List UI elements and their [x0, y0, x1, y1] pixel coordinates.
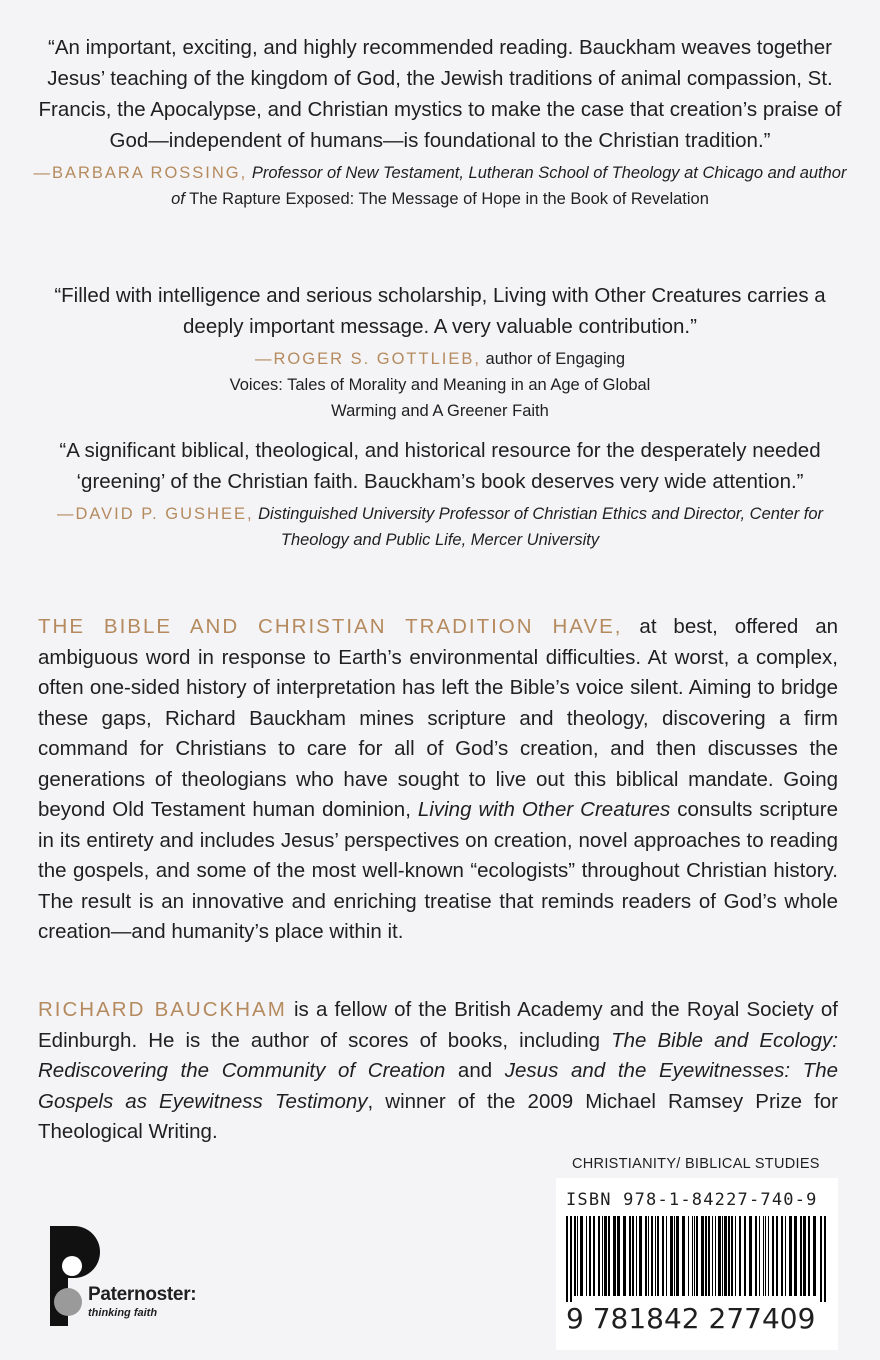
barcode-bar	[593, 1216, 595, 1296]
book-title: Living with Other Creatures	[417, 798, 671, 821]
barcode-bar	[632, 1216, 634, 1296]
barcode-bar	[744, 1216, 746, 1296]
barcode-bar	[724, 1216, 727, 1296]
publisher-name: Paternoster:	[88, 1284, 197, 1305]
barcode-bar	[705, 1216, 707, 1296]
isbn-barcode	[556, 1178, 838, 1350]
barcode-bar	[636, 1216, 637, 1296]
barcode-bar	[749, 1216, 752, 1296]
barcode-bar	[794, 1216, 797, 1296]
bio-part1: is a fellow of the British Academy and the Royal Society of Edinburgh. He is the author of scores of books, including	[38, 998, 838, 1052]
quote-attribution	[28, 160, 852, 212]
endorser-role: Distinguished University Professor of Christian Ethics and Director, Center for Theology and Public Life, Mercer University	[258, 505, 824, 549]
book-description	[38, 612, 838, 948]
barcode-bar	[604, 1216, 607, 1296]
barcode-bar	[657, 1216, 659, 1296]
barcode-bar	[731, 1216, 733, 1296]
barcode-bar	[696, 1216, 698, 1296]
barcode-bar	[662, 1216, 664, 1296]
barcode-bars	[564, 1216, 830, 1302]
barcode-bar	[645, 1216, 647, 1296]
barcode-bar	[759, 1216, 760, 1296]
isbn-number: ISBN 978-1-84227-740-9	[566, 1190, 818, 1210]
barcode-bar	[789, 1216, 792, 1296]
endorsement-rossing	[28, 32, 852, 212]
barcode-bar	[708, 1216, 710, 1296]
barcode-bar	[813, 1216, 816, 1296]
barcode-bar	[718, 1216, 721, 1296]
barcode-bar	[608, 1216, 610, 1296]
barcode-bar	[670, 1216, 673, 1296]
endorser-name: —ROGER S. GOTTLIEB,	[255, 350, 481, 368]
barcode-bar	[824, 1216, 826, 1302]
barcode-bar	[765, 1216, 766, 1296]
barcode-bar	[589, 1216, 591, 1296]
barcode-bar	[598, 1216, 600, 1296]
quote-attribution	[28, 501, 852, 553]
barcode-bar	[739, 1216, 741, 1296]
barcode-bar	[820, 1216, 822, 1302]
barcode-bar	[701, 1216, 704, 1296]
quote-text: “Filled with intelligence and serious scholarship, Living with Other Creatures carries a deeply important message. A very valuable contribution.”	[54, 284, 826, 338]
barcode-bar	[570, 1216, 572, 1302]
endorser-role: author of Engaging Voices: Tales of Morality and Meaning in an Age of Global Warming and A Greener Faith	[229, 350, 651, 420]
barcode-bar	[688, 1216, 689, 1296]
endorser-name: —DAVID P. GUSHEE,	[56, 505, 254, 523]
barcode-bar	[800, 1216, 802, 1296]
endorser-role: Professor of New Testament, Lutheran School of Theology at Chicago and author of	[171, 164, 847, 208]
bio-book2: Jesus and the Eyewitnesses: The Gospels as Eyewitness Testimony	[38, 1059, 839, 1113]
barcode-bar	[602, 1216, 603, 1296]
publisher-tagline: thinking faith	[88, 1307, 158, 1319]
quote-attribution	[28, 346, 852, 424]
barcode-bar	[666, 1216, 667, 1296]
barcode-bar	[651, 1216, 653, 1296]
author-name: RICHARD BAUCKHAM	[38, 998, 287, 1021]
endorser-book: The Rapture Exposed: The Message of Hope in the Book of Revelation	[189, 190, 709, 208]
bio-part2: and	[445, 1059, 505, 1082]
endorsement-gottlieb	[28, 280, 852, 424]
description-part1: at best, offered an ambiguous word in response to Earth’s environmental difficulties. At worst, a complex, often one-sided history of interpretation has left the Bible’s voice silent. Aiming to bridge these gaps, Richard Bauckham mines scripture and theology, discovering a firm command for Christians to care for all of God’s creation, and then discusses the generations of theologians who have sought to live out this biblical mandate. Going beyond Old Testament human dominion,	[38, 615, 838, 821]
quote-text: “An important, exciting, and highly recommended reading. Bauckham weaves together Jesus’ teaching of the kingdom of God, the Jewish traditions of animal compassion, St. Francis, the Apocalypse, and Christian mystics to make the case that creation’s praise of God—independent of humans—is foundational to the Christian tradition.”	[38, 36, 842, 152]
barcode-bar	[574, 1216, 576, 1296]
barcode-bar	[577, 1216, 578, 1296]
barcode-bar	[586, 1216, 587, 1296]
author-bio	[38, 995, 838, 1148]
barcode-bar	[728, 1216, 730, 1296]
barcode-bar	[776, 1216, 778, 1296]
barcode-bar	[785, 1216, 786, 1296]
category-label: CHRISTIANITY/ BIBLICAL STUDIES	[572, 1156, 820, 1172]
description-part2: consults scripture in its entirety and includes Jesus’ perspectives on creation, novel approaches to reading the gospels, and some of the most well-known “ecologists” throughout Christian history. The result is an innovative and enriching treatise that reminds readers of God’s whole creation—and humanity’s place within it.	[38, 798, 839, 943]
barcode-bar	[613, 1216, 616, 1296]
barcode-bar	[803, 1216, 806, 1296]
barcode-bar	[676, 1216, 679, 1296]
barcode-bar	[712, 1216, 713, 1296]
publisher-logo	[44, 1222, 274, 1332]
barcode-bar	[781, 1216, 783, 1296]
barcode-bar	[674, 1216, 675, 1296]
barcode-bar	[755, 1216, 757, 1296]
bio-part3: , winner of the 2009 Michael Ramsey Prize for Theological Writing.	[38, 1089, 838, 1143]
bio-book1: The Bible and Ecology: Rediscovering the Community of Creation	[38, 1028, 838, 1082]
barcode-bar	[566, 1216, 568, 1302]
ean-digits: 9 781842 277409	[566, 1302, 816, 1335]
barcode-bar	[694, 1216, 695, 1296]
endorsement-gushee	[28, 435, 852, 553]
barcode-bar	[735, 1216, 736, 1296]
barcode-bar	[763, 1216, 764, 1296]
quote-text: “A significant biblical, theological, and historical resource for the desperately needed ‘greening’ of the Christian faith. Bauckham’s book deserves very wide attention.”	[59, 439, 821, 493]
barcode-bar	[617, 1216, 620, 1296]
barcode-bar	[629, 1216, 631, 1296]
barcode-bar	[772, 1216, 774, 1296]
barcode-bar	[580, 1216, 583, 1296]
barcode-bar	[768, 1216, 769, 1296]
description-lead: THE BIBLE AND CHRISTIAN TRADITION HAVE,	[38, 615, 623, 638]
barcode-bar	[715, 1216, 716, 1296]
barcode-bar	[682, 1216, 685, 1296]
endorser-name: —BARBARA ROSSING,	[33, 164, 248, 182]
barcode-bar	[808, 1216, 810, 1296]
barcode-bar	[722, 1216, 723, 1296]
barcode-bar	[648, 1216, 649, 1296]
barcode-bar	[655, 1216, 656, 1296]
barcode-bar	[692, 1216, 693, 1296]
barcode-bar	[623, 1216, 626, 1296]
barcode-bar	[639, 1216, 642, 1296]
